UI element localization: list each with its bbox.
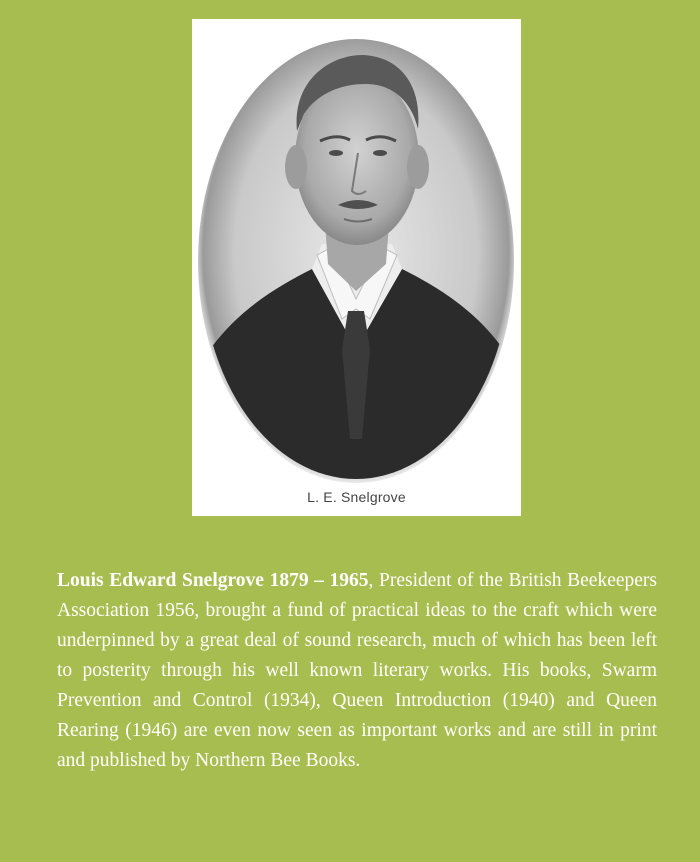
bio-dates: 1879 – 1965 bbox=[269, 570, 369, 591]
photo-caption: L. E. Snelgrove bbox=[307, 489, 406, 505]
bio-name bbox=[57, 570, 369, 591]
portrait-photo-card bbox=[192, 19, 521, 516]
biography-paragraph: Louis Edward Snelgrove 1879 – 1965, President of the British Beekeepers Association 1956, brought a fund of practical ideas to the craft which were underpinned by a great deal of sound research, much of which has been left to posterity through his well known literary works. His books, Swarm Prevention and Control (1934), Queen Introduction (1940) and Queen Rearing (1946) are even now seen as important works and are still in print and published by Northern Bee Books. bbox=[57, 570, 658, 771]
bio-name-text: Louis Edward Snelgrove bbox=[57, 570, 264, 591]
bio-text: President of the British Beekeepers Association 1956, brought a fund of practical ideas to the craft which were underpinned by a great deal of sound research, much of which has been left to posterity through his well known literary works. His books, Swarm Prevention and Control (1934), Queen Introduction (1940) and Queen Rearing (1946) are even now seen as important works and are still in print and published by Northern Bee Books. bbox=[57, 570, 658, 771]
portrait-image bbox=[192, 19, 521, 489]
